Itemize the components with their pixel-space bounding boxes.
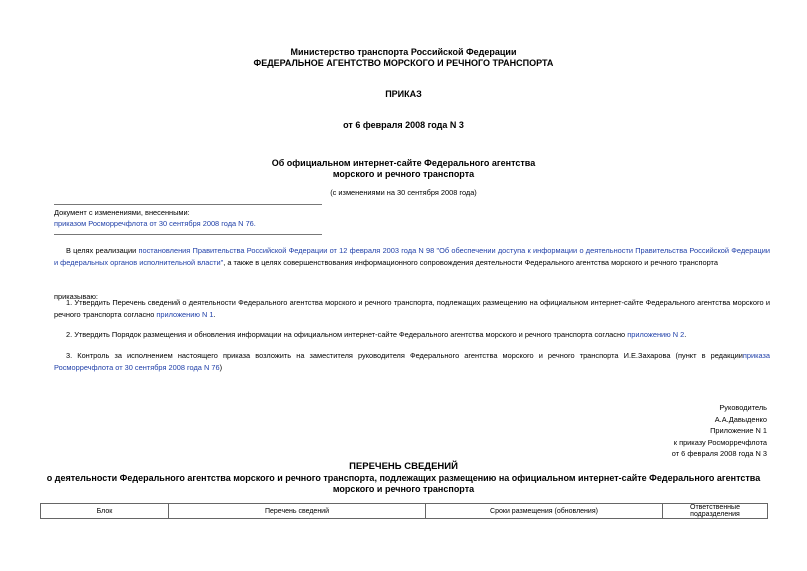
document-title-line1: Об официальном интернет-сайте Федерального агентства [271,158,536,168]
appendix-table [40,503,768,519]
changes-box-bottom-rule [54,234,322,235]
preamble-paragraph [54,245,770,269]
table-header-info-list: Перечень сведений [169,504,426,519]
amendments-note: (с изменениями на 30 сентября 2008 года) [330,188,477,197]
appendix-date: от 6 февраля 2008 года N 3 [671,449,767,459]
agency-name: ФЕДЕРАЛЬНОЕ АГЕНТСТВО МОРСКОГО И РЕЧНОГО ТРАНСПОРТА [253,58,554,68]
signature-block [672,402,767,460]
preamble-text-start: В целях реализации [66,246,139,255]
order-item-3-end: ) [219,363,223,372]
order-item-2-text: 2. Утвердить Порядок размещения и обновления информации на официальном интернет-сайте Федерального агентства морского и речного транспорта согласно [66,330,628,339]
appendix-1-link[interactable]: приложению N 1 [156,310,214,319]
table-header-block: Блок [41,504,169,519]
order-item-2 [54,329,770,341]
appendix-2-link[interactable]: приложению N 2 [627,330,685,339]
order-item-1-text: 1. Утвердить Перечень сведений о деятельности Федерального агентства морского и речного транспорта, подлежащих размещению на официальном интернет-сайте Федерального агентства морского и речного транспорта согласно [54,298,770,319]
order-item-3-text: 3. Контроль за исполнением настоящего приказа возложить на заместителя руководителя Федерального агентства морского и речного транспорта И.Е.Захарова (пункт в редакции [66,351,743,360]
table-header-responsible: Ответственные подразделения [663,504,768,519]
appendix-title: ПЕРЕЧЕНЬ СВЕДЕНИЙ [349,461,458,472]
appendix-subtitle-line2: морского и речного транспорта [332,484,475,494]
preamble-resolution-link[interactable]: постановления Правительства Российской Федерации от 12 февраля 2003 года N 98 "Об обеспечении доступа к информации о деятельности Правительства Российской Федерации и федеральных органов исполнительной власти" [54,246,771,267]
table-header-row [41,504,768,519]
appendix-label: Приложение N 1 [710,426,767,436]
changes-box-link[interactable]: приказом Росморречфлота от 30 сентября 2008 года N 76. [54,219,256,228]
order-word: приказываю: [54,292,98,301]
signature-name: А.А.Давыденко [714,414,767,424]
ministry-name: Министерство транспорта Российской Федерации [290,47,517,57]
order-item-1-end: . [213,310,216,319]
amendment-order-link[interactable]: приказа Росморречфлота от 30 сентября 2008 года N 76 [54,351,770,372]
preamble-text-end: , а также в целях совершенствования информационного сопровождения деятельности Федерального агентства морского и речного транспорта [223,258,718,267]
appendix-subtitle-line1: о деятельности Федерального агентства морского и речного транспорта, подлежащих размещению на официальном интернет-сайте Федерального агентства [46,473,761,483]
appendix-to-order: к приказу Росморречфлота [673,437,767,447]
document-title-line2: морского и речного транспорта [332,169,475,179]
order-item-2-end: . [684,330,687,339]
order-item-1 [54,297,770,321]
document-date: от 6 февраля 2008 года N 3 [343,120,464,130]
signature-position: Руководитель [719,403,767,412]
document-type: ПРИКАЗ [385,89,422,99]
order-item-3 [54,350,770,374]
changes-box-top-rule [54,204,322,205]
table-header-deadlines: Сроки размещения (обновления) [426,504,663,519]
changes-box-label: Документ с изменениями, внесенными: [54,208,190,217]
